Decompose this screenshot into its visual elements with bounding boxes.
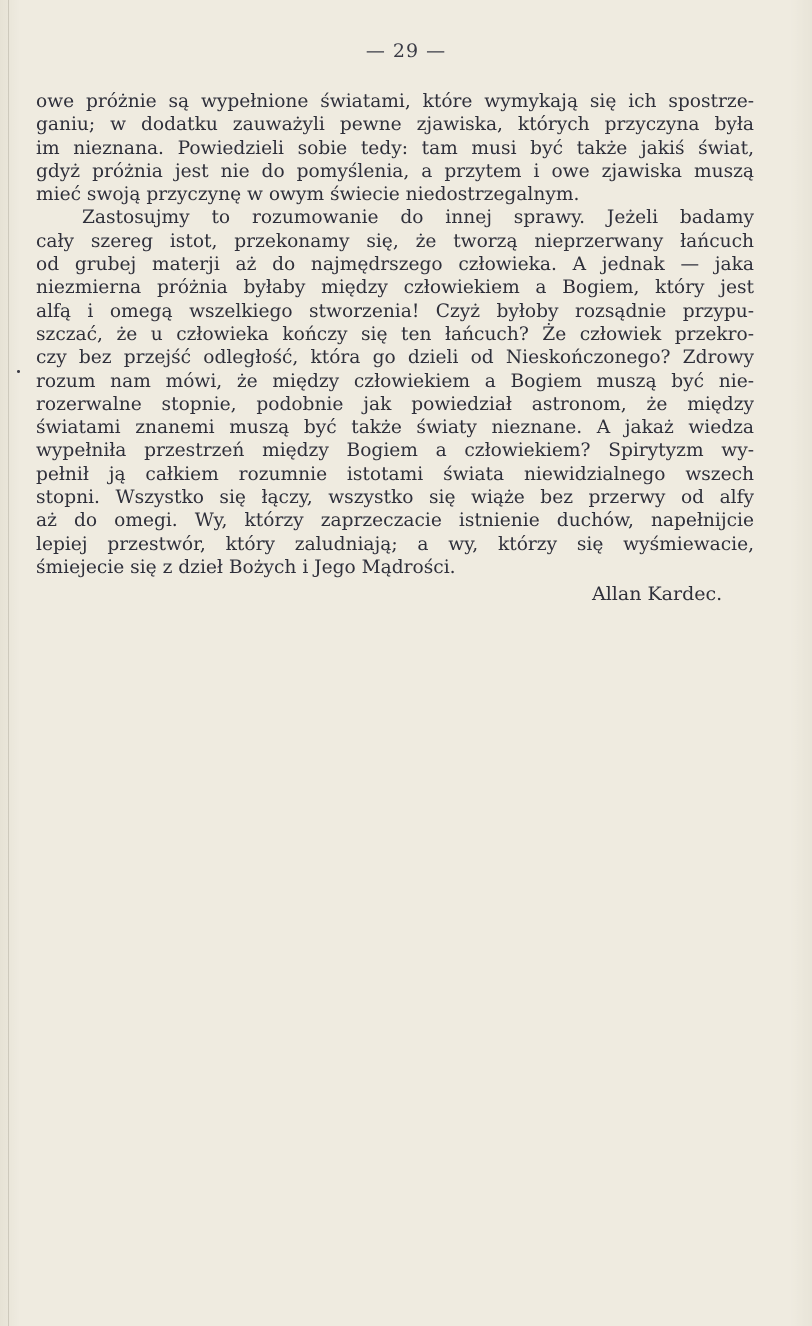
text-line: śmiejecie się z dzieł Bożych i Jego Mądrości. <box>36 556 456 578</box>
body-text <box>36 90 754 579</box>
text-line: mieć swoją przyczynę w owym świecie niedostrzegalnym. <box>36 184 580 206</box>
text-line: czy bez przejść odległość, która go dzieli od Nieskończonego? Zdrowy <box>36 347 754 369</box>
text-line: rozum nam mówi, że między człowiekiem a Bogiem muszą być nie- <box>36 370 754 392</box>
page-edge <box>8 0 9 1326</box>
text-line: szczać, że u człowieka kończy się ten łańcuch? Że człowiek przekro- <box>36 323 754 345</box>
text-line: cały szereg istot, przekonamy się, że tworzą nieprzerwany łańcuch <box>36 230 754 252</box>
text-line: lepiej przestwór, który zaludniają; a wy, którzy się wyśmiewacie, <box>36 533 754 555</box>
author-signature: Allan Kardec. <box>592 583 723 605</box>
text-line: od grubej materji aż do najmędrszego człowieka. A jednak — jaka <box>36 254 754 276</box>
text-line: światami znanemi muszą być także światy nieznane. A jakaż wiedza <box>36 417 754 439</box>
text-line: niezmierna próżnia byłaby między człowiekiem a Bogiem, który jest <box>36 277 754 299</box>
text-line: gdyż próżnia jest nie do pomyślenia, a przytem i owe zjawiska muszą <box>36 160 754 182</box>
text-line: Zastosujmy to rozumowanie do innej sprawy. Jeżeli badamy <box>82 207 754 229</box>
page-number: — 29 — <box>365 40 447 62</box>
text-line: owe próżnie są wypełnione światami, które wymykają się ich spostrze- <box>36 91 754 112</box>
text-line: pełnił ją całkiem rozumnie istotami świata niewidzialnego wszech <box>36 463 754 485</box>
text-line: rozerwalne stopnie, podobnie jak powiedział astronom, że między <box>36 393 754 415</box>
text-line: alfą i omegą wszelkiego stworzenia! Czyż byłoby rozsądnie przypu- <box>36 300 754 322</box>
text-line: aż do omegi. Wy, którzy zaprzeczacie istnienie duchów, napełnijcie <box>36 510 754 532</box>
text-line: wypełniła przestrzeń między Bogiem a człowiekiem? Spirytyzm wy- <box>36 440 754 462</box>
text-line: stopni. Wszystko się łączy, wszystko się wiąże bez przerwy od alfy <box>36 487 754 509</box>
margin-mark <box>17 370 20 373</box>
text-line: ganiu; w dodatku zauważyli pewne zjawiska, których przyczyna była <box>36 114 754 136</box>
text-line: im nieznana. Powiedzieli sobie tedy: tam musi być także jakiś świat, <box>36 137 754 159</box>
